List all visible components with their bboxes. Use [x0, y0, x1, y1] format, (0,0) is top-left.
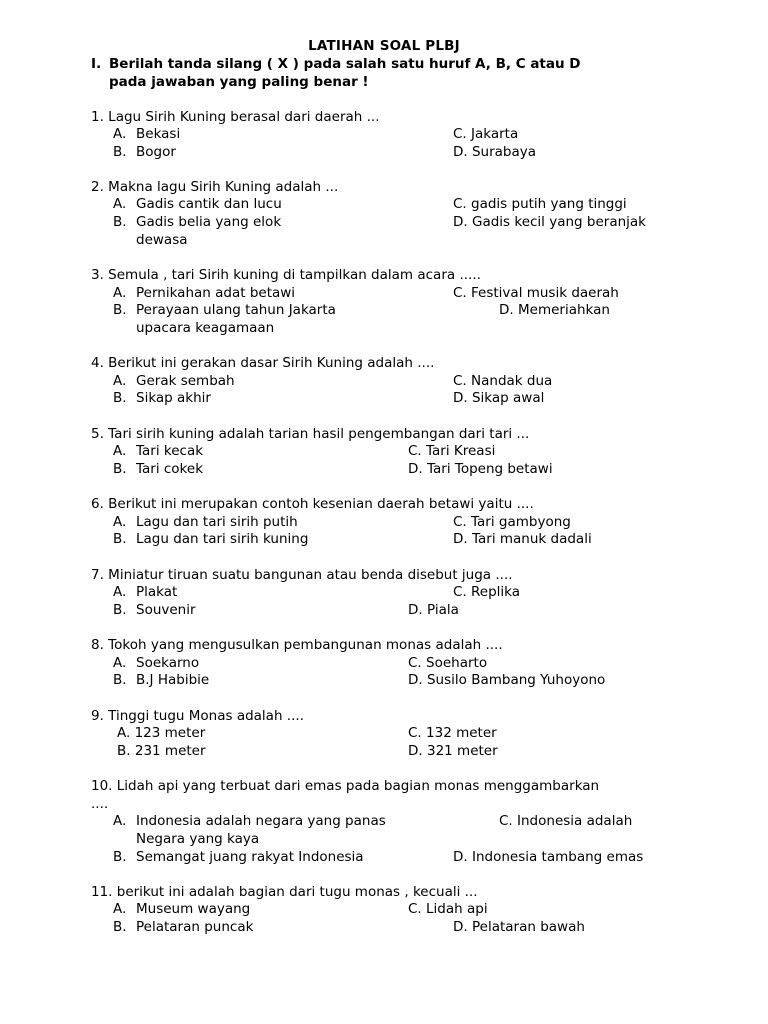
- option-text: Soekarno: [136, 655, 200, 671]
- option-letter: A.: [113, 514, 127, 530]
- option-text: Semangat juang rakyat Indonesia: [136, 849, 364, 865]
- option-letter: A.: [113, 901, 127, 917]
- option-d: [453, 919, 585, 937]
- option-letter: D.: [408, 461, 423, 477]
- option-letter: C.: [453, 285, 467, 301]
- option-text: Festival musik daerah: [471, 285, 619, 301]
- question-stem: 4. Berikut ini gerakan dasar Sirih Kuning adalah ....: [91, 355, 435, 371]
- option-c: [499, 813, 632, 831]
- option-d: [453, 214, 646, 232]
- option-letter: C.: [408, 725, 422, 741]
- option-text: Tari manuk dadali: [471, 531, 592, 547]
- option-letter: D.: [408, 672, 423, 688]
- option-b: [117, 743, 206, 761]
- option-text: Lagu dan tari sirih putih: [136, 514, 298, 530]
- option-text: Gadis belia yang elok: [136, 214, 282, 230]
- question-stem: 3. Semula , tari Sirih kuning di tampilkan dalam acara .....: [91, 267, 481, 283]
- option-text: gadis putih yang tinggi: [471, 196, 627, 212]
- question-stem: 8. Tokoh yang mengusulkan pembangunan monas adalah ....: [91, 637, 503, 653]
- option-letter: A.: [117, 725, 131, 741]
- option-text: Nandak dua: [471, 373, 553, 389]
- question-stem: 11. berikut ini adalah bagian dari tugu monas , kecuali ...: [91, 884, 478, 900]
- option-letter: B.: [113, 390, 127, 406]
- option-letter: C.: [453, 126, 467, 142]
- option-c: [408, 725, 497, 743]
- option-letter: D.: [408, 602, 423, 618]
- option-letter: A.: [113, 285, 127, 301]
- option-text: Soeharto: [426, 655, 488, 671]
- option-text: Replika: [471, 584, 521, 600]
- option-letter: D.: [453, 144, 468, 160]
- option-letter: D.: [408, 743, 423, 759]
- option-text: Indonesia adalah negara yang panas: [136, 813, 386, 829]
- option-continuation: Negara yang kaya: [136, 831, 260, 847]
- option-d: [453, 390, 544, 408]
- option-d: [408, 602, 459, 620]
- option-letter: C.: [453, 514, 467, 530]
- option-text: Tari cokek: [136, 461, 204, 477]
- option-continuation: upacara keagamaan: [136, 320, 275, 336]
- option-c: [453, 126, 518, 144]
- instruction-line-1: Berilah tanda silang ( X ) pada salah satu huruf A, B, C atau D: [109, 56, 581, 72]
- option-c: [408, 443, 495, 461]
- option-c: [408, 901, 488, 919]
- option-d: [453, 849, 643, 867]
- question-5: [91, 426, 691, 444]
- option-d: [408, 743, 498, 761]
- question-stem: 2. Makna lagu Sirih Kuning adalah ...: [91, 179, 339, 195]
- option-text: Lagu dan tari sirih kuning: [136, 531, 309, 547]
- option-text: Pelataran puncak: [136, 919, 254, 935]
- option-text: 123 meter: [134, 725, 206, 741]
- option-d: [408, 461, 553, 479]
- question-3: [91, 267, 691, 285]
- option-letter: A.: [113, 655, 127, 671]
- option-text: Plakat: [136, 584, 178, 600]
- question-4: [91, 355, 691, 373]
- option-d: [408, 672, 605, 690]
- option-c: [453, 285, 619, 303]
- option-text: Memeriahkan: [517, 302, 610, 318]
- option-text: 231 meter: [134, 743, 206, 759]
- question-stem: 6. Berikut ini merupakan contoh kesenian daerah betawi yaitu ....: [91, 496, 534, 512]
- option-text: Bogor: [136, 144, 176, 160]
- option-letter: B.: [113, 602, 127, 618]
- question-stem: 5. Tari sirih kuning adalah tarian hasil pengembangan dari tari ...: [91, 426, 530, 442]
- option-letter: C.: [499, 813, 513, 829]
- option-letter: B.: [113, 849, 127, 865]
- option-text: Tari Topeng betawi: [426, 461, 553, 477]
- option-letter: B.: [113, 302, 127, 318]
- option-letter: A.: [113, 813, 127, 829]
- option-text: 132 meter: [426, 725, 497, 741]
- option-letter: D.: [499, 302, 514, 318]
- option-text: Bekasi: [136, 126, 181, 142]
- instruction-line-2: pada jawaban yang paling benar !: [109, 73, 369, 90]
- option-letter: B.: [113, 214, 127, 230]
- option-text: Pernikahan adat betawi: [136, 285, 296, 301]
- option-letter: B.: [117, 743, 131, 759]
- option-text: Sikap awal: [471, 390, 545, 406]
- option-c: [453, 196, 627, 214]
- option-a: [117, 725, 205, 743]
- option-text: Sikap akhir: [136, 390, 211, 406]
- option-text: Piala: [426, 602, 459, 618]
- option-text: Tari gambyong: [471, 514, 571, 530]
- option-letter: C.: [408, 443, 422, 459]
- option-text: Tari kecak: [136, 443, 204, 459]
- question-1: [91, 109, 691, 127]
- option-text: Surabaya: [471, 144, 537, 160]
- option-text: Gadis kecil yang beranjak: [471, 214, 646, 230]
- option-letter: A.: [113, 443, 127, 459]
- question-8: [91, 637, 691, 655]
- question-stem: 7. Miniatur tiruan suatu bangunan atau benda disebut juga ....: [91, 567, 513, 583]
- option-c: [408, 655, 487, 673]
- option-text: Lidah api: [426, 901, 488, 917]
- option-text: Indonesia tambang emas: [471, 849, 644, 865]
- option-letter: D.: [453, 919, 468, 935]
- option-letter: B.: [113, 672, 127, 688]
- option-text: Tari Kreasi: [426, 443, 496, 459]
- option-letter: A.: [113, 196, 127, 212]
- option-letter: B.: [113, 531, 127, 547]
- option-continuation: dewasa: [136, 232, 188, 248]
- option-d: [453, 531, 592, 549]
- option-letter: A.: [113, 584, 127, 600]
- option-letter: C.: [408, 901, 422, 917]
- question-stem: 10. Lidah api yang terbuat dari emas pada bagian monas menggambarkan: [91, 778, 600, 794]
- option-letter: D.: [453, 214, 468, 230]
- option-d: [499, 302, 610, 320]
- question-stem: 9. Tinggi tugu Monas adalah ....: [91, 708, 304, 724]
- question-stem-continuation: ....: [91, 795, 109, 812]
- option-c: [453, 584, 520, 602]
- question-9: [91, 708, 691, 726]
- option-text: Susilo Bambang Yuhoyono: [426, 672, 606, 688]
- option-c: [453, 373, 552, 391]
- option-letter: B.: [113, 461, 127, 477]
- option-text: Gadis cantik dan lucu: [136, 196, 282, 212]
- option-text: Souvenir: [136, 602, 196, 618]
- option-letter: B.: [113, 144, 127, 160]
- question-stem: 1. Lagu Sirih Kuning berasal dari daerah ...: [91, 109, 380, 125]
- option-text: Indonesia adalah: [517, 813, 633, 829]
- option-letter: C.: [408, 655, 422, 671]
- question-10: [91, 778, 691, 813]
- option-text: Perayaan ulang tahun Jakarta: [136, 302, 336, 318]
- option-letter: D.: [453, 390, 468, 406]
- option-text: 321 meter: [426, 743, 498, 759]
- option-text: Gerak sembah: [136, 373, 235, 389]
- option-letter: A.: [113, 373, 127, 389]
- question-7: [91, 567, 691, 585]
- page-title: LATIHAN SOAL PLBJ: [308, 38, 460, 54]
- instruction-number: I.: [91, 56, 102, 72]
- option-text: B.J Habibie: [136, 672, 210, 688]
- option-text: Jakarta: [471, 126, 519, 142]
- option-text: Pelataran bawah: [471, 919, 585, 935]
- option-letter: C.: [453, 373, 467, 389]
- question-6: [91, 496, 691, 514]
- option-c: [453, 514, 571, 532]
- option-letter: C.: [453, 584, 467, 600]
- option-letter: D.: [453, 849, 468, 865]
- question-2: [91, 179, 691, 197]
- option-letter: C.: [453, 196, 467, 212]
- option-letter: D.: [453, 531, 468, 547]
- question-11: [91, 884, 691, 902]
- option-letter: A.: [113, 126, 127, 142]
- option-text: Museum wayang: [136, 901, 251, 917]
- option-d: [453, 144, 536, 162]
- option-letter: B.: [113, 919, 127, 935]
